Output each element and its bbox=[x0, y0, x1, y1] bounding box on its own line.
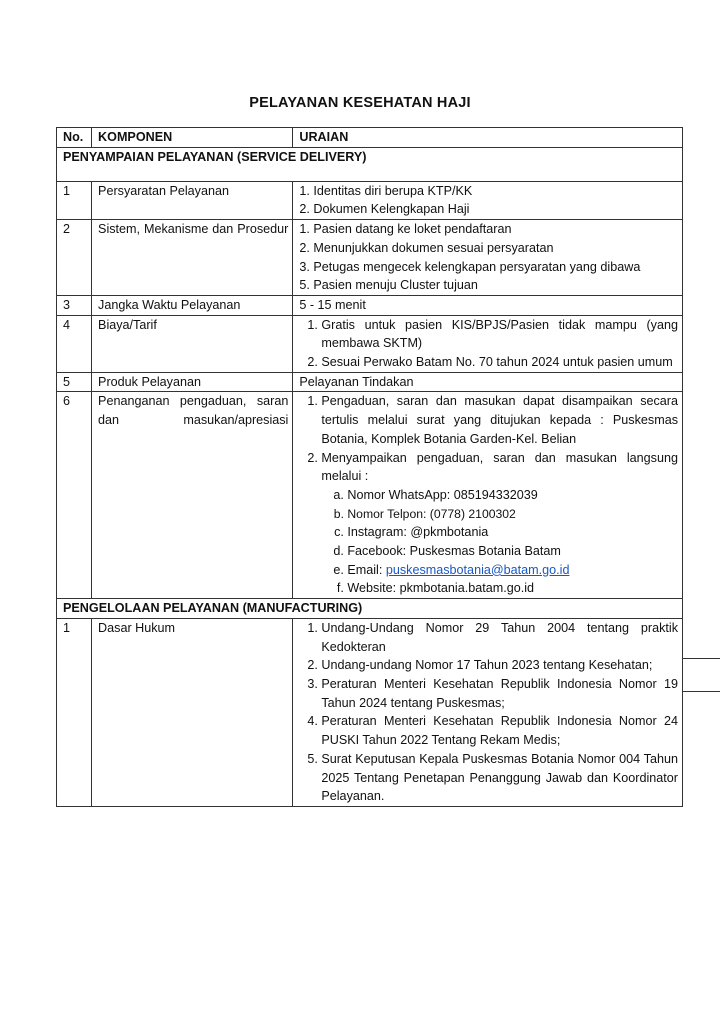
row-no: 1 bbox=[57, 181, 92, 219]
email-label: Email: bbox=[347, 562, 386, 577]
whatsapp-channel: a. Nomor WhatsApp: 085194332039 bbox=[347, 486, 678, 505]
list-item-text: Menyampaikan pengaduan, saran dan masukan langsung melalui : bbox=[321, 450, 678, 484]
uraian-line: 5. Pasien menuju Cluster tujuan bbox=[299, 278, 478, 293]
row-no: 4 bbox=[57, 315, 92, 372]
document-title: PELAYANAN KESEHATAN HAJI bbox=[249, 95, 471, 111]
row-komponen: Biaya/Tarif bbox=[92, 315, 293, 372]
row-no: 6 bbox=[57, 392, 92, 599]
uraian-line: 2. Menunjukkan dokumen sesuai persyaratan bbox=[299, 240, 554, 255]
row-uraian bbox=[293, 220, 683, 296]
row-komponen: Jangka Waktu Pelayanan bbox=[92, 295, 293, 315]
table-row bbox=[57, 315, 683, 372]
table-border-extension bbox=[683, 658, 720, 692]
contact-channel-list bbox=[321, 486, 678, 598]
table-row bbox=[57, 392, 683, 599]
website-channel: f. Website: pkmbotania.batam.go.id bbox=[347, 579, 678, 598]
row-no: 2 bbox=[57, 220, 92, 296]
row-komponen: Sistem, Mekanisme dan Prosedur bbox=[92, 220, 293, 296]
uraian-line: 3. Petugas mengecek kelengkapan persyaratan yang dibawa bbox=[299, 259, 641, 274]
list-item: 3. Peraturan Menteri Kesehatan Republik Indonesia Nomor 19 Tahun 2024 tentang Puskesmas; bbox=[321, 675, 678, 712]
table-row bbox=[57, 295, 683, 315]
row-no: 5 bbox=[57, 372, 92, 392]
row-uraian bbox=[293, 181, 683, 219]
row-uraian bbox=[293, 618, 683, 806]
row-komponen: Produk Pelayanan bbox=[92, 372, 293, 392]
table-row bbox=[57, 181, 683, 219]
complaint-list bbox=[299, 392, 678, 598]
list-item: 1. Pengaduan, saran dan masukan dapat disampaikan secara tertulis melalui surat yang ditujukan kepada : Puskesmas Botania, Komplek Botania Garden-Kel. Belian bbox=[321, 392, 678, 448]
uraian-line: 1. Identitas diri berupa KTP/KK bbox=[299, 183, 473, 198]
row-uraian bbox=[293, 315, 683, 372]
list-item: 1. Undang-Undang Nomor 29 Tahun 2004 tentang praktik Kedokteran bbox=[321, 619, 678, 656]
list-item bbox=[321, 449, 678, 599]
list-item: 2. Sesuai Perwako Batam No. 70 tahun 2024 untuk pasien umum bbox=[321, 353, 678, 372]
row-uraian: 5 - 15 menit bbox=[293, 295, 683, 315]
section-title: PENYAMPAIAN PELAYANAN (SERVICE DELIVERY) bbox=[57, 147, 683, 181]
service-standard-table bbox=[56, 127, 683, 807]
instagram-channel: c. Instagram: @pkmbotania bbox=[347, 523, 678, 542]
list-item: 2. Undang-undang Nomor 17 Tahun 2023 tentang Kesehatan; bbox=[321, 656, 678, 675]
list-item: 4. Peraturan Menteri Kesehatan Republik Indonesia Nomor 24 PUSKI Tahun 2022 Tentang Rekam Medis; bbox=[321, 712, 678, 749]
row-uraian bbox=[293, 392, 683, 599]
table-row bbox=[57, 618, 683, 806]
legal-basis-list bbox=[299, 619, 678, 806]
list-item: 5. Surat Keputusan Kepala Puskesmas Botania Nomor 004 Tahun 2025 Tentang Penetapan Penanggung Jawab dan Koordinator Pelayanan. bbox=[321, 750, 678, 806]
header-komponen: KOMPONEN bbox=[92, 128, 293, 148]
table-row bbox=[57, 372, 683, 392]
header-no: No. bbox=[57, 128, 92, 148]
fee-list bbox=[299, 316, 678, 372]
table-header-row bbox=[57, 128, 683, 148]
row-komponen: Persyaratan Pelayanan bbox=[92, 181, 293, 219]
row-no: 1 bbox=[57, 618, 92, 806]
email-channel bbox=[347, 561, 678, 580]
facebook-channel: d. Facebook: Puskesmas Botania Batam bbox=[347, 542, 678, 561]
row-komponen: Penanganan pengaduan, saran dan masukan/apresiasi bbox=[92, 392, 293, 599]
phone-channel: b. Nomor Telpon: (0778) 2100302 bbox=[347, 505, 678, 524]
row-komponen: Dasar Hukum bbox=[92, 618, 293, 806]
uraian-line: 1. Pasien datang ke loket pendaftaran bbox=[299, 222, 512, 237]
row-uraian: Pelayanan Tindakan bbox=[293, 372, 683, 392]
uraian-line: 2. Dokumen Kelengkapan Haji bbox=[299, 202, 470, 217]
row-no: 3 bbox=[57, 295, 92, 315]
section-row-service-delivery bbox=[57, 147, 683, 181]
table-row bbox=[57, 220, 683, 296]
list-item: 1. Gratis untuk pasien KIS/BPJS/Pasien tidak mampu (yang membawa SKTM) bbox=[321, 316, 678, 353]
header-uraian: URAIAN bbox=[293, 128, 683, 148]
email-link[interactable]: puskesmasbotania@batam.go.id bbox=[385, 562, 570, 577]
section-row-manufacturing bbox=[57, 599, 683, 619]
section-title: PENGELOLAAN PELAYANAN (MANUFACTURING) bbox=[57, 599, 683, 619]
